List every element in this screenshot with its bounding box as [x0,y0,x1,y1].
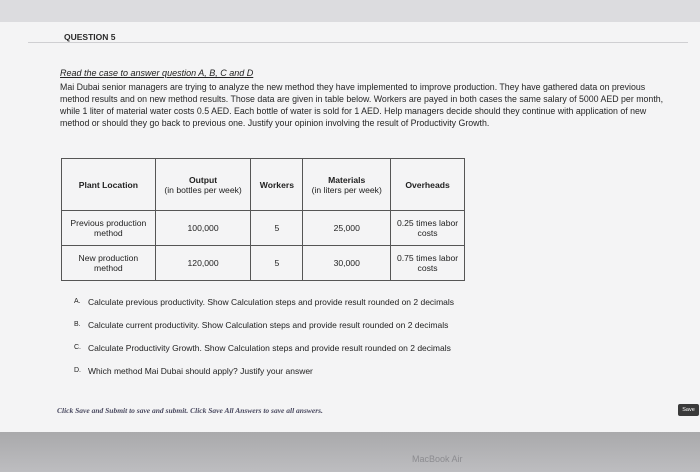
cell-workers: 5 [251,246,303,281]
cell-location: Previous production method [62,211,156,246]
save-button[interactable]: Save [678,404,699,416]
cell-overheads: 0.25 times labor costs [391,211,465,246]
case-instructions: Read the case to answer question A, B, C and D [60,68,254,78]
subquestion-list [74,297,454,389]
header-overheads: Overheads [391,159,465,211]
production-data-table [61,158,465,281]
cell-workers: 5 [251,211,303,246]
header-materials: Materials (in liters per week) [303,159,391,211]
header-workers: Workers [251,159,303,211]
subquestion-text: Calculate previous productivity. Show Calculation steps and provide result rounded on 2 decimals [88,297,455,307]
laptop-brand-label: MacBook Air [412,454,463,464]
cell-materials: 25,000 [303,211,391,246]
subquestion-letter: D. [74,367,81,374]
browser-top-strip [0,0,700,22]
table-header-row [62,159,465,211]
subquestion-a [74,297,454,320]
table-row [62,246,465,281]
laptop-bezel [0,432,700,472]
subquestion-text: Calculate Productivity Growth. Show Calculation steps and provide result rounded on 2 decimals [88,343,451,353]
subquestion-letter: C. [74,344,81,351]
subquestion-letter: B. [74,321,81,328]
question-title: QUESTION 5 [64,32,116,42]
case-scenario-text: Mai Dubai senior managers are trying to analyze the new method they have implemented to improve production. They have gathered data on previous method results and on new method results. Those data are given in table below. Workers are payed in both cases the same salary of 5000 AED per month, while 1 liter of material water costs 0.5 AED. Each bottle of water is sold for 1 AED. Help managers decide should they continue with application of new method or should they go back to previous one. Justify your opinion involving the result of Productivity Growth. [60,82,664,128]
subquestion-c [74,343,454,366]
cell-materials: 30,000 [303,246,391,281]
table-row [62,211,465,246]
save-instructions-note: Click Save and Submit to save and submit. Click Save All Answers to save all answers. [57,406,323,415]
cell-location: New production method [62,246,156,281]
header-plant-location: Plant Location [62,159,156,211]
cell-overheads: 0.75 times labor costs [391,246,465,281]
subquestion-d [74,366,454,389]
subquestion-text: Which method Mai Dubai should apply? Justify your answer [88,366,313,376]
subquestion-text: Calculate current productivity. Show Calculation steps and provide result rounded on 2 decimals [88,320,449,330]
subquestion-b [74,320,454,343]
cell-output: 100,000 [155,211,251,246]
subquestion-letter: A. [74,298,81,305]
header-output: Output (in bottles per week) [155,159,251,211]
cell-output: 120,000 [155,246,251,281]
question-divider [28,42,688,43]
